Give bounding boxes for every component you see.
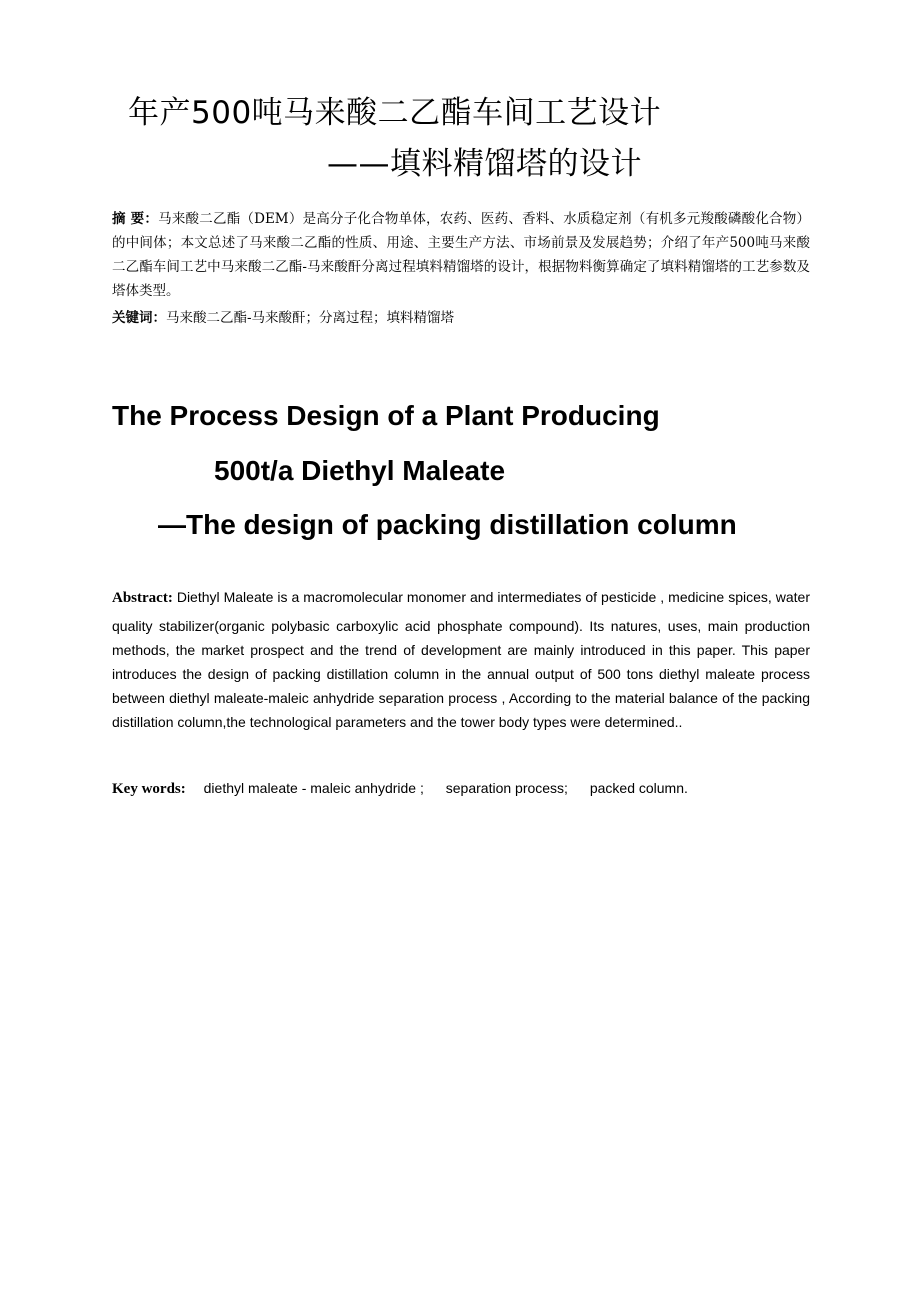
chinese-title-line-1: 年产500吨马来酸二乙酯车间工艺设计 — [128, 95, 662, 131]
chinese-title-line-2: ——填料精馏塔的设计 — [327, 146, 642, 182]
chinese-abstract-text: 马来酸二乙酯（DEM）是高分子化合物单体，农药、医药、香料、水质稳定剂（有机多元羧酸磷酸化合物）的中间体；本文总述了马来酸二乙酯的性质、用途、主要生产方法、市场前景及发展趋势；介绍了年产500吨马来酸二乙酯车间工艺中马来酸二乙酯-马来酸酐分离过程填料精馏塔的设计，根据物料衡算确定了填料精馏塔的工艺参数及塔体类型。 — [112, 211, 810, 299]
english-title-line-3: —The design of packing distillation column — [158, 509, 737, 540]
english-abstract-label: Abstract: — [112, 590, 173, 606]
english-title-line-2: 500t/a Diethyl Maleate — [214, 455, 506, 486]
chinese-keywords — [112, 306, 810, 330]
keyword-item: separation process; — [445, 780, 568, 796]
chinese-keywords-label: 关键词： — [112, 310, 166, 326]
keyword-item: diethyl maleate - maleic anhydride ; — [203, 780, 424, 796]
chinese-abstract — [112, 207, 810, 303]
keyword-item: packed column. — [589, 780, 688, 796]
chinese-abstract-label: 摘 要： — [112, 211, 159, 227]
english-keywords-label: Key words: — [112, 781, 186, 797]
english-title-line-1: The Process Design of a Plant Producing — [112, 400, 660, 431]
english-keywords — [112, 776, 706, 801]
english-abstract — [112, 582, 810, 734]
chinese-keywords-text: 马来酸二乙酯-马来酸酐；分离过程；填料精馏塔 — [166, 310, 455, 326]
english-abstract-text: Diethyl Maleate is a macromolecular monomer and intermediates of pesticide , medicine spices, water quality stabilizer(organic polybasic carboxylic acid phosphate compound). Its natures, uses, main production methods, the market prospect and the trend of development are mainly introduced in this paper. This paper introduces the design of packing distillation column in the annual output of 500 tons diethyl maleate process between diethyl maleate-maleic anhydride separation process , According to the material balance of the packing distillation column,the technological parameters and the tower body types were determined.. — [112, 589, 810, 730]
